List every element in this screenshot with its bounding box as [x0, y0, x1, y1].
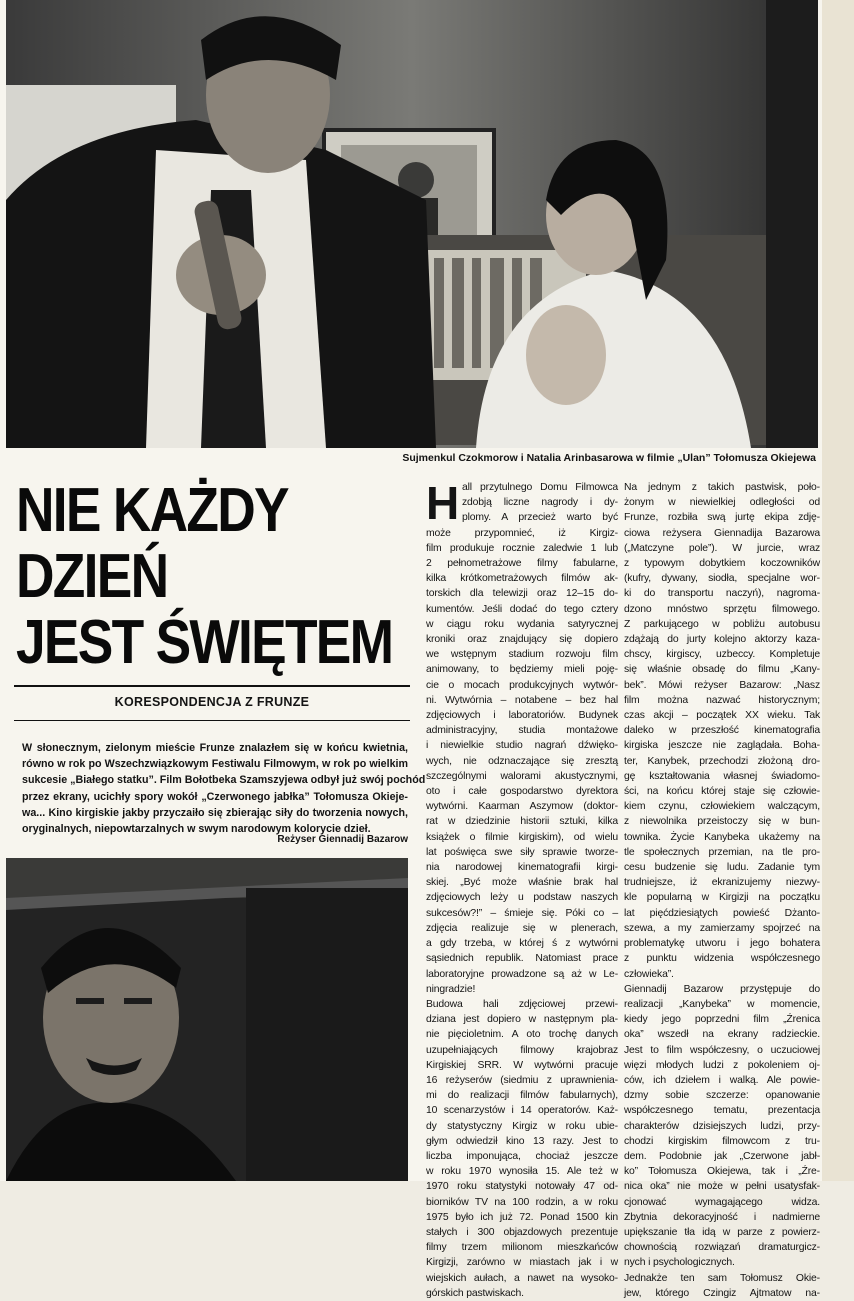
text-line: dziana jest dopiero w następnym pla-: [426, 1014, 618, 1026]
headline-line: JEST ŚWIĘTEM: [16, 608, 393, 677]
photo-director-portrait: [6, 858, 408, 1181]
page-edge: [822, 0, 854, 1181]
text-line: tle społecznych przemian, na tle pro-: [624, 846, 820, 858]
text-line: kilka krótkometrażowych filmów ak-: [426, 573, 618, 585]
article-subhead: KORESPONDENCJA Z FRUNZE: [114, 695, 310, 709]
text-line: 2 pełnometrażowe filmy fabularne,: [426, 558, 618, 570]
text-line: plomy. A przecież warto być: [462, 512, 618, 524]
text-line: zdjęciowych leży u podstaw naszych: [426, 892, 618, 904]
text-line: liczba imponująca, chociaż jeszcze: [426, 1150, 618, 1162]
text-line: kroniki oraz znajdujący się dopiero: [426, 634, 618, 646]
text-line: szczególnymi walorami akustycznymi,: [426, 770, 618, 782]
text-line: jew, którego Czingiz Ajtmatow na-: [624, 1287, 820, 1299]
text-line: we wstępnym stadium rozwoju film: [426, 649, 618, 661]
text-line: ni. Wytwórnia – notabene – bez hal: [426, 694, 618, 706]
text-line: czas akcji – początek XX wieku. Tak: [624, 710, 820, 722]
text-line: sąsiednich republik. Natomiast prace: [426, 953, 618, 965]
text-line: Frunze, rozbiła swą jurtę ekipa zdję-: [624, 512, 820, 524]
text-line: ter, Kanybek, przechodzi złożoną dro-: [624, 755, 820, 767]
lead-line: przez ekrany, ucichły spory wokół „Czerwonego jabłka” Tołomusza Okieje-: [22, 790, 408, 803]
text-line: zdjęciowych i laboratoriów. Budynek: [426, 710, 618, 722]
text-line: cjonować wymagającego widza.: [624, 1196, 820, 1208]
text-line: 1975 było ich już 72. Ponad 1500 kin: [426, 1211, 618, 1223]
lead-paragraph: [22, 740, 426, 837]
text-line: all przytulnego Domu Filmowca: [462, 482, 618, 493]
text-line: lat poświęca swe siły sprawie tworze-: [426, 846, 618, 858]
lead-line: W słonecznym, zielonym mieście Frunze znalazłem się w końcu kwietnia,: [22, 742, 408, 754]
text-line: biorników TV na 100 rodzin, a w roku: [426, 1196, 618, 1208]
text-line: trudniejsze, iż ekranizujemy niezwy-: [624, 877, 820, 889]
text-line: gę kształtowania własnej świadomo-: [624, 770, 820, 782]
photo-caption-top: Sujmenkul Czokmorow i Natalia Arinbasarowa w filmie „Ulan” Tołomusza Okiejewa: [402, 452, 816, 464]
lead-line: wa... Kino kirgiskie jakby przyczaiło się zbierając siły do tworzenia nowych,: [22, 806, 408, 819]
text-line: townika. Życie Kanybeka ukażemy na: [624, 831, 820, 843]
text-line: cesu budzenie się ludu. Zadanie tym: [624, 862, 820, 874]
text-line: cie o mocach produkcyjnych wytwór-: [426, 679, 618, 691]
text-line: nych i psychologicznych.: [624, 1257, 735, 1269]
lead-line: sukcesie „Białego statku”. Film Bołotbeka Szamszyjewa odbył już swój pochód: [22, 774, 426, 787]
text-line: zdobją liczne nagrody i dy-: [462, 497, 618, 509]
text-line: a gdy trzeba, w której ś z wytwórni: [426, 938, 618, 950]
text-line: Zbytnia dekoracyjność i nadmierne: [624, 1211, 820, 1223]
text-line: z typowym dobytkiem koczowników: [624, 558, 820, 570]
text-line: chscy, kirgiscy, uzbeccy. Kompletuje: [624, 649, 820, 661]
article-headline: [16, 476, 393, 677]
text-line: ciowa reżysera Giennadija Bazarowa: [624, 527, 820, 539]
text-line: 10 scenarzystów i 14 operatorów. Każ-: [426, 1105, 618, 1117]
text-line: Kirgizji, zarówno w miastach jak i w: [426, 1257, 618, 1269]
text-line: kirgiska jeszcze nie zaglądała. Boha-: [624, 740, 820, 752]
divider-rule: [14, 685, 410, 687]
photo-director-portrait-image: [6, 858, 408, 1181]
text-line: może przypomnieć, iż Kirgiz-: [426, 527, 618, 539]
text-line: się właśnie obsadę do filmu „Kany-: [624, 664, 820, 676]
text-line: daleko w przeszłość kinematografia: [624, 725, 820, 737]
text-line: Giennadij Bazarow przystępuje do: [624, 983, 820, 995]
text-line: ko” Tołomusza Okiejewa, tak i „Źre-: [624, 1166, 820, 1178]
text-line: głym odwiedził kino 13 razy. Jest to: [426, 1135, 618, 1147]
text-line: nie pięcioletnim. A oto trochę danych: [426, 1029, 618, 1041]
text-line: Na jednym z takich pastwisk, poło-: [624, 482, 820, 493]
text-line: (kufry, dywany, siodła, specjalne wor-: [624, 573, 820, 585]
text-line: książek o filmie kirgiskim), od wielu: [426, 831, 618, 843]
text-line: filmy trzem milionom mieszkańców: [426, 1242, 618, 1254]
text-line: żonym w niewielkiej odległości od: [624, 497, 820, 509]
drop-cap: H: [426, 477, 460, 529]
article-column-3: [624, 480, 820, 1301]
text-line: Kirgiskiej SRR. W wytwórni pracuje: [426, 1059, 618, 1071]
text-line: film produkuje rocznie zaledwie 1 lub: [426, 542, 618, 554]
text-line: współczesnego tematu, prezentacja: [624, 1105, 820, 1117]
text-line: Jest to film współczesny, o uczuciowej: [624, 1044, 820, 1056]
text-line: zdążają do jurty kolejno aktorzy kaza-: [624, 634, 820, 646]
text-line: wytwórni. Kaarman Aszymow (doktor-: [426, 801, 618, 813]
text-line: szewa, a my zamierzamy spojrzeć na: [624, 922, 820, 934]
text-line: upiększanie tła idą w parze z powierz-: [624, 1226, 820, 1238]
text-line: ści, na końcu której staje się człowie-: [624, 786, 820, 798]
text-line: ningradzie!: [426, 983, 476, 995]
lead-line: oryginalnych, niepowtarzalnych w swym narodowym kolorycie dzieł.: [22, 823, 371, 836]
text-line: administracyjny, studia montażowe: [426, 725, 618, 737]
text-line: nia narodowej kinematografii kirgi-: [426, 862, 618, 874]
text-line: człowieka”.: [624, 968, 674, 980]
text-line: uzupełniających filmowy krajobraz: [426, 1044, 618, 1056]
text-line: w roku 1970 wynosiła 15. Ale też w: [426, 1166, 618, 1178]
text-line: skiej. „Być może właśnie brak hal: [426, 877, 618, 889]
text-line: bek”. Mówi reżyser Bazarow: „Nasz: [624, 679, 820, 691]
text-line: górskich pastwiskach.: [426, 1287, 524, 1299]
text-line: kiem czynu, człowiekiem walczącym,: [624, 801, 820, 813]
text-line: charakterów dzisiejszych ludzi, przy-: [624, 1120, 820, 1132]
text-line: dy statystyczny Kirgiz w roku ubie-: [426, 1120, 618, 1132]
divider-rule: [14, 720, 410, 721]
text-line: kumentów. Jeśli dodać do tego cztery: [426, 603, 618, 615]
text-line: kle popularną w Kirgizji na początku: [624, 892, 820, 904]
text-line: stałych i 300 objazdowych prezentuje: [426, 1226, 618, 1238]
text-line: („Matczyne pole”). W jurcie, wraz: [624, 542, 820, 554]
text-line: problematykę utworu i jego bohatera: [624, 938, 820, 950]
text-line: oto i całe gospodarstwo dyrektora: [426, 786, 618, 798]
text-line: oka” wszedł na ekrany radzieckie.: [624, 1029, 820, 1041]
text-line: Z parkującego w pobliżu autobusu: [624, 618, 820, 630]
text-line: zdjęcia realizuje się w plenerach,: [426, 922, 618, 934]
text-line: lat pięćdziesiątych powieść Dżanto-: [624, 907, 820, 919]
text-line: rat w dziedzinie historii sztuki, kilka: [426, 816, 618, 828]
text-line: z punktu widzenia współczesnego: [624, 953, 820, 965]
text-line: więzi młodych ludzi z pokoleniem oj-: [624, 1059, 820, 1071]
text-line: sukcesów?!” – śmieje się. Póki co –: [426, 907, 618, 919]
headline-line: DZIEŃ: [16, 542, 168, 611]
text-line: realizacji „Kanybeka” w momencie,: [624, 998, 820, 1010]
text-line: dzmy sobie szczerze: opanowanie: [624, 1090, 820, 1102]
text-line: w ciągu roku wydania satyrycznej: [426, 618, 618, 630]
text-line: chownością rozwiązań dramaturgicz-: [624, 1242, 820, 1254]
text-line: nica oka” nie może w pełni usatysfak-: [624, 1181, 820, 1193]
photo-film-still-ulan-image: [6, 0, 818, 448]
article-column-2: [426, 477, 618, 1301]
text-line: ców, ich dziełem i walką. Ale powie-: [624, 1074, 820, 1086]
text-line: laboratoryjne prowadzone są aż w Le-: [426, 968, 618, 980]
text-line: z niewolnika przeistoczy się w bun-: [624, 816, 820, 828]
text-line: animowany, to będziemy mieli poję-: [426, 664, 618, 676]
text-line: chodzi kirgiskim filmowcom z tru-: [624, 1135, 820, 1147]
text-line: dem. Podobnie jak „Czerwone jabł-: [624, 1150, 820, 1162]
text-line: ki do transportu naczyń), nagroma-: [624, 588, 820, 600]
text-line: Budowa hali zdjęciowej przewi-: [426, 998, 618, 1010]
photo-caption-bottom: Reżyser Giennadij Bazarow: [277, 834, 408, 845]
photo-film-still-ulan: [6, 0, 818, 448]
text-line: torskich dla telewizji oraz 12–15 do-: [426, 588, 618, 600]
text-line: mi do realizacji filmów fabularnych),: [426, 1090, 618, 1102]
text-line: wiejskich aułach, a nawet na wysoko-: [426, 1272, 618, 1284]
text-line: kiedy jego poprzedni film „Źrenica: [624, 1014, 820, 1026]
lead-line: równo w rok po Wszechzwiązkowym Festiwalu Filmowym, w rok po wielkim: [22, 758, 408, 771]
text-line: dzono mnóstwo sprzętu filmowego.: [624, 603, 820, 615]
text-line: 16 reżyserów (siedmiu z uprawnienia-: [426, 1074, 618, 1086]
text-line: wych, nie odznaczające się zresztą: [426, 755, 618, 767]
headline-line: NIE KAŻDY: [16, 476, 288, 545]
text-line: 1970 roku statystyki notowały 47 od-: [426, 1181, 618, 1193]
text-line: film można nazwać historycznym;: [624, 694, 820, 706]
text-line: Jednakże ten sam Tołomusz Okie-: [624, 1272, 820, 1284]
text-line: i niewielkie studio nagrań dźwięko-: [426, 740, 618, 752]
